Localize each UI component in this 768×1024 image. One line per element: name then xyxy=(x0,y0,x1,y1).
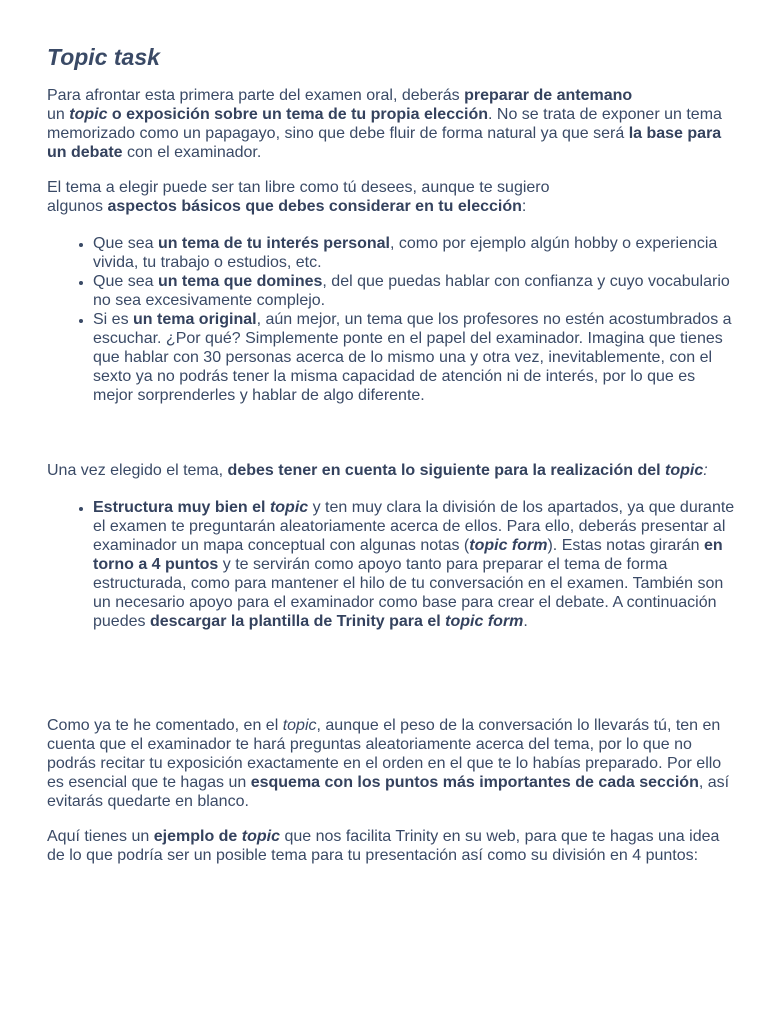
theme-paragraph: El tema a elegir puede ser tan libre como tú desees, aunque te sugiero algunos aspectos básicos que debes considerar en tu elección: xyxy=(47,179,550,215)
list-item: • Estructura muy bien el topic y ten muy clara la división de los apartados, ya que durante el examen te preguntarán aleatoriamente acerca de ellos. Para ello, deberás presentar al examinador un mapa conceptual con algunas notas (topic form). Estas notas girarán en torno a 4 puntos y te servirán como apoyo tanto para preparar el tema de forma estructurada, como para mantener el hilo de tu conversación en el examen. También son un necesario apoyo para el examinador como base para crear el debate. A continuación puedes descargar la plantilla de Trinity para el topic form. xyxy=(93,498,737,631)
page-title: Topic task xyxy=(47,44,160,70)
structure-list xyxy=(47,498,737,631)
list-item: • Si es un tema original, aún mejor, un tema que los profesores no estén acostumbrados a escuchar. ¿Por qué? Simplemente ponte en el papel del examinador. Imagina que tienes que hablar con 30 personas acerca de lo mismo una y otra vez, inevitablemente, con el sexto ya no podrás tener la misma capacidad de atención ni de interés, por lo que es mejor sorprenderles y hablar de algo diferente. xyxy=(93,310,737,405)
list-item: • Que sea un tema que domines, del que puedas hablar con confianza y cuyo vocabulario no sea excesivamente complejo. xyxy=(93,272,737,310)
criteria-list xyxy=(47,234,737,405)
chosen-paragraph: Una vez elegido el tema, debes tener en cuenta lo siguiente para la realización del topic: xyxy=(47,462,708,479)
document-page xyxy=(47,40,737,865)
intro-paragraph: Para afrontar esta primera parte del examen oral, deberás preparar de antemano un topic o exposición sobre un tema de tu propia elección. No se trata de exponer un tema memorizado como un papagayo, sino que debe fluir de forma natural ya que será la base para un debate con el examinador. xyxy=(47,87,722,161)
example-paragraph: Aquí tienes un ejemplo de topic que nos facilita Trinity en su web, para que te hagas una idea de lo que podría ser un posible tema para tu presentación así como su división en 4 puntos: xyxy=(47,828,720,864)
comment-paragraph: Como ya te he comentado, en el topic, aunque el peso de la conversación lo llevarás tú, ten en cuenta que el examinador te hará preguntas aleatoriamente acerca del tema, por lo que no podrás recitar tu exposición exactamente en el orden en el que te lo habías preparado. Por ello es esencial que te hagas un esquema con los puntos más importantes de cada sección, así evitarás quedarte en blanco. xyxy=(47,717,730,810)
list-item: • Que sea un tema de tu interés personal, como por ejemplo algún hobby o experiencia vivida, tu trabajo o estudios, etc. xyxy=(93,234,737,272)
